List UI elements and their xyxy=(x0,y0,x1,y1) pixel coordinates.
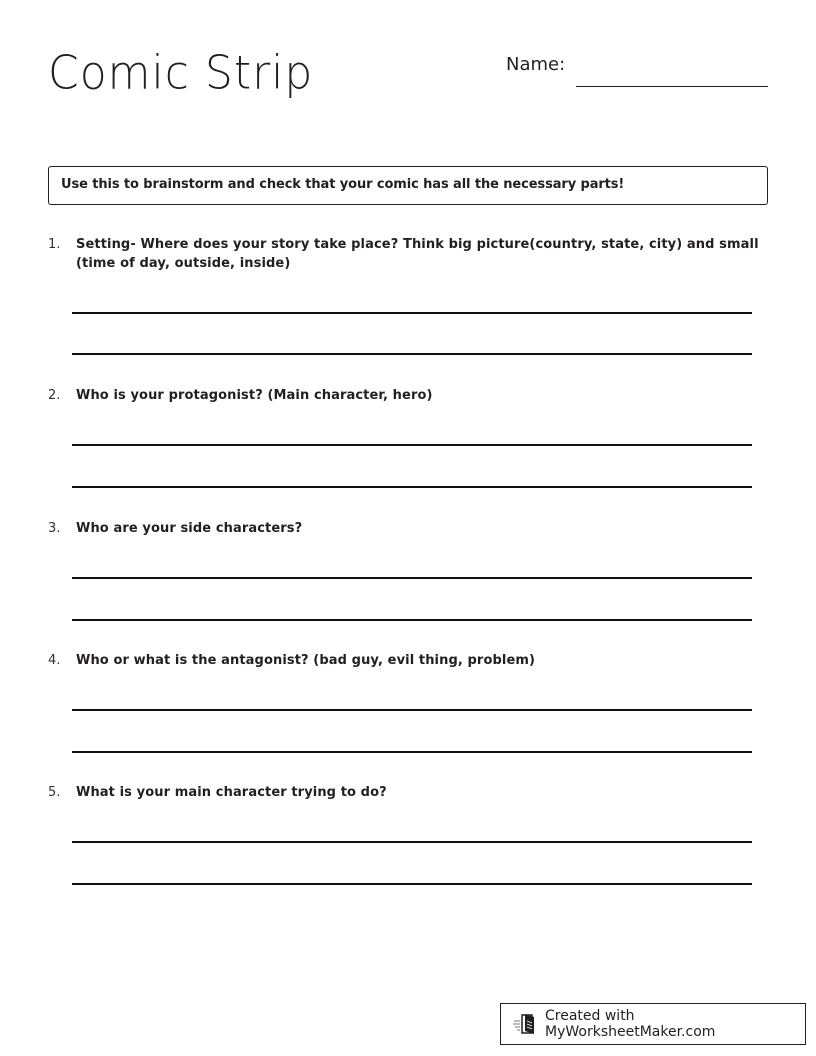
question-text: Who is your protagonist? (Main character, hero) xyxy=(76,388,433,403)
answer-line-4b[interactable] xyxy=(72,751,752,753)
answer-line-3a[interactable] xyxy=(72,577,752,579)
answer-line-1a[interactable] xyxy=(72,312,752,314)
question-text: Who or what is the antagonist? (bad guy, evil thing, problem) xyxy=(76,653,536,668)
answer-line-1b[interactable] xyxy=(72,353,752,355)
answer-line-2a[interactable] xyxy=(72,444,752,446)
question-number: 3. xyxy=(48,521,61,536)
question-number: 2. xyxy=(48,388,61,403)
answer-line-4a[interactable] xyxy=(72,709,752,711)
question-number: 1. xyxy=(48,237,61,252)
answer-line-3b[interactable] xyxy=(72,619,752,621)
worksheet-title: Comic Strip xyxy=(48,46,314,101)
footer-attribution[interactable] xyxy=(500,1003,806,1045)
question-number: 4. xyxy=(48,653,61,668)
instructions-text: Use this to brainstorm and check that your comic has all the necessary parts! xyxy=(61,177,625,192)
worksheet-maker-logo-icon xyxy=(513,1012,539,1036)
question-text: Who are your side characters? xyxy=(76,521,303,536)
instructions-box xyxy=(48,166,768,205)
question-text: Setting- Where does your story take place? Think big picture(country, state, city) and small (time of day, outside, inside) xyxy=(76,237,759,271)
name-label: Name: xyxy=(506,54,566,75)
answer-line-5b[interactable] xyxy=(72,883,752,885)
answer-line-5a[interactable] xyxy=(72,841,752,843)
question-number: 5. xyxy=(48,785,61,800)
footer-text: Created with MyWorksheetMaker.com xyxy=(545,1008,716,1040)
answer-line-2b[interactable] xyxy=(72,486,752,488)
question-text: What is your main character trying to do? xyxy=(76,785,387,800)
name-field-line[interactable] xyxy=(576,86,768,87)
